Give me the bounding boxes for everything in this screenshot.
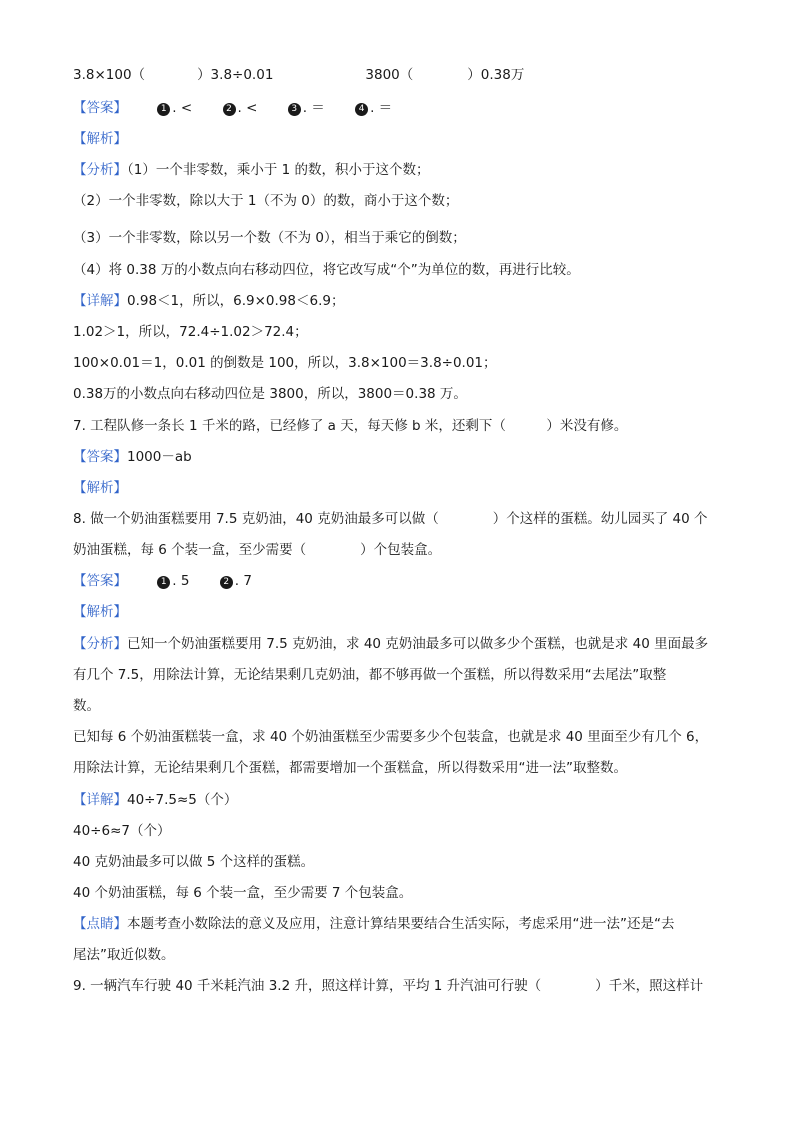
comparison-line xyxy=(73,65,724,85)
answer-text: 1000－ab xyxy=(127,449,192,465)
dianjing-text: 本题考查小数除法的意义及应用，注意计算结果要结合生活实际，考虑采用“进一法”还是“去 xyxy=(127,916,675,932)
answer-text: . 5 xyxy=(172,573,190,589)
answer-item xyxy=(223,98,258,118)
question-8-cont: 奶油蛋糕，每 6 个装一盒，至少需要（ ）个包装盒。 xyxy=(73,542,442,558)
xiangjie-line: 40 个奶油蛋糕，每 6 个装一盒，至少需要 7 个包装盒。 xyxy=(73,885,413,901)
dianjing-tag: 【点睛】 xyxy=(73,916,127,932)
fenxi-line: 数。 xyxy=(73,698,100,714)
answer-item xyxy=(220,571,252,591)
answer-8 xyxy=(73,571,724,591)
analysis-heading: 【解析】 xyxy=(73,604,127,620)
xiangjie-line: 1.02＞1，所以，72.4÷1.02＞72.4； xyxy=(73,324,308,340)
fenxi-text: （1）一个非零数，乘小于 1 的数，积小于这个数； xyxy=(127,162,430,178)
comparison-3-rhs: ）3.8÷0.01 xyxy=(197,67,274,83)
circled-number: 1 xyxy=(157,103,170,116)
xiangjie-line: 40÷6≈7（个） xyxy=(73,823,171,839)
question-7: 7. 工程队修一条长 1 千米的路，已经修了 a 天，每天修 b 米，还剩下（ ）米没有修。 xyxy=(73,418,628,434)
comparison-3: 3.8×100（ xyxy=(73,67,146,83)
fenxi-line: （3）一个非零数，除以另一个数（不为 0），相当于乘它的倒数； xyxy=(73,230,466,246)
circled-number: 4 xyxy=(355,103,368,116)
xiangjie-line: 100×0.01＝1，0.01 的倒数是 100，所以，3.8×100＝3.8÷0.01； xyxy=(73,355,497,371)
answer-text: . 7 xyxy=(234,573,252,589)
answer-text: . ＝ xyxy=(302,100,325,116)
fenxi-line: 用除法计算，无论结果剩几个蛋糕，都需要增加一个蛋糕盒，所以得数采用“进一法”取整数。 xyxy=(73,760,627,776)
answer-item xyxy=(355,98,392,118)
fenxi-tag: 【分析】 xyxy=(73,636,127,652)
analysis-heading: 【解析】 xyxy=(73,131,127,147)
xiangjie-tag: 【详解】 xyxy=(73,792,127,808)
fenxi-tag: 【分析】 xyxy=(73,162,127,178)
circled-number: 3 xyxy=(288,103,301,116)
xiangjie-line: 40 克奶油最多可以做 5 个这样的蛋糕。 xyxy=(73,854,315,870)
xiangjie-text: 40÷7.5≈5（个） xyxy=(127,792,238,808)
fenxi-line: （2）一个非零数，除以大于 1（不为 0）的数，商小于这个数； xyxy=(73,193,459,209)
xiangjie-text: 0.98＜1，所以，6.9×0.98＜6.9； xyxy=(127,293,345,309)
answer-text: . < xyxy=(237,100,258,116)
answer-tag: 【答案】 xyxy=(73,449,127,465)
question-9: 9. 一辆汽车行驶 40 千米耗汽油 3.2 升，照这样计算，平均 1 升汽油可行驶（ ）千米，照这样计 xyxy=(73,978,704,994)
comparison-4: 3800（ xyxy=(365,67,414,83)
answer-item xyxy=(157,571,189,591)
fenxi-line: （4）将 0.38 万的小数点向右移动四位，将它改写成“个”为单位的数，再进行比较。 xyxy=(73,262,580,278)
answer-item xyxy=(288,98,325,118)
xiangjie-line xyxy=(73,790,724,810)
answer-text: . < xyxy=(172,100,193,116)
dianjing-line xyxy=(73,914,724,934)
fenxi-text: 已知一个奶油蛋糕要用 7.5 克奶油，求 40 克奶油最多可以做多少个蛋糕，也就是求 40 里面最多 xyxy=(127,636,709,652)
analysis-heading: 【解析】 xyxy=(73,480,127,496)
question-8: 8. 做一个奶油蛋糕要用 7.5 克奶油，40 克奶油最多可以做（ ）个这样的蛋糕。幼儿园买了 40 个 xyxy=(73,511,708,527)
xiangjie-line: 0.38万的小数点向右移动四位是 3800，所以，3800＝0.38 万。 xyxy=(73,386,467,402)
fenxi-line xyxy=(73,634,724,654)
circled-number: 1 xyxy=(157,576,170,589)
answer-6 xyxy=(73,98,724,118)
answer-7 xyxy=(73,447,724,467)
answer-text: . ＝ xyxy=(370,100,393,116)
fenxi-line: 已知每 6 个奶油蛋糕装一盒，求 40 个奶油蛋糕至少需要多少个包装盒，也就是求 40 里面至少有几个 6， xyxy=(73,729,709,745)
fenxi-line xyxy=(73,160,724,180)
comparison-4-rhs: ）0.38万 xyxy=(467,67,525,83)
circled-number: 2 xyxy=(223,103,236,116)
xiangjie-line xyxy=(73,291,724,311)
dianjing-line: 尾法”取近似数。 xyxy=(73,947,175,963)
fenxi-line: 有几个 7.5，用除法计算，无论结果剩几克奶油，都不够再做一个蛋糕，所以得数采用“去尾法”取整 xyxy=(73,667,667,683)
circled-number: 2 xyxy=(220,576,233,589)
xiangjie-tag: 【详解】 xyxy=(73,293,127,309)
answer-item xyxy=(157,98,192,118)
answer-tag: 【答案】 xyxy=(73,573,127,589)
answer-tag: 【答案】 xyxy=(73,100,127,116)
